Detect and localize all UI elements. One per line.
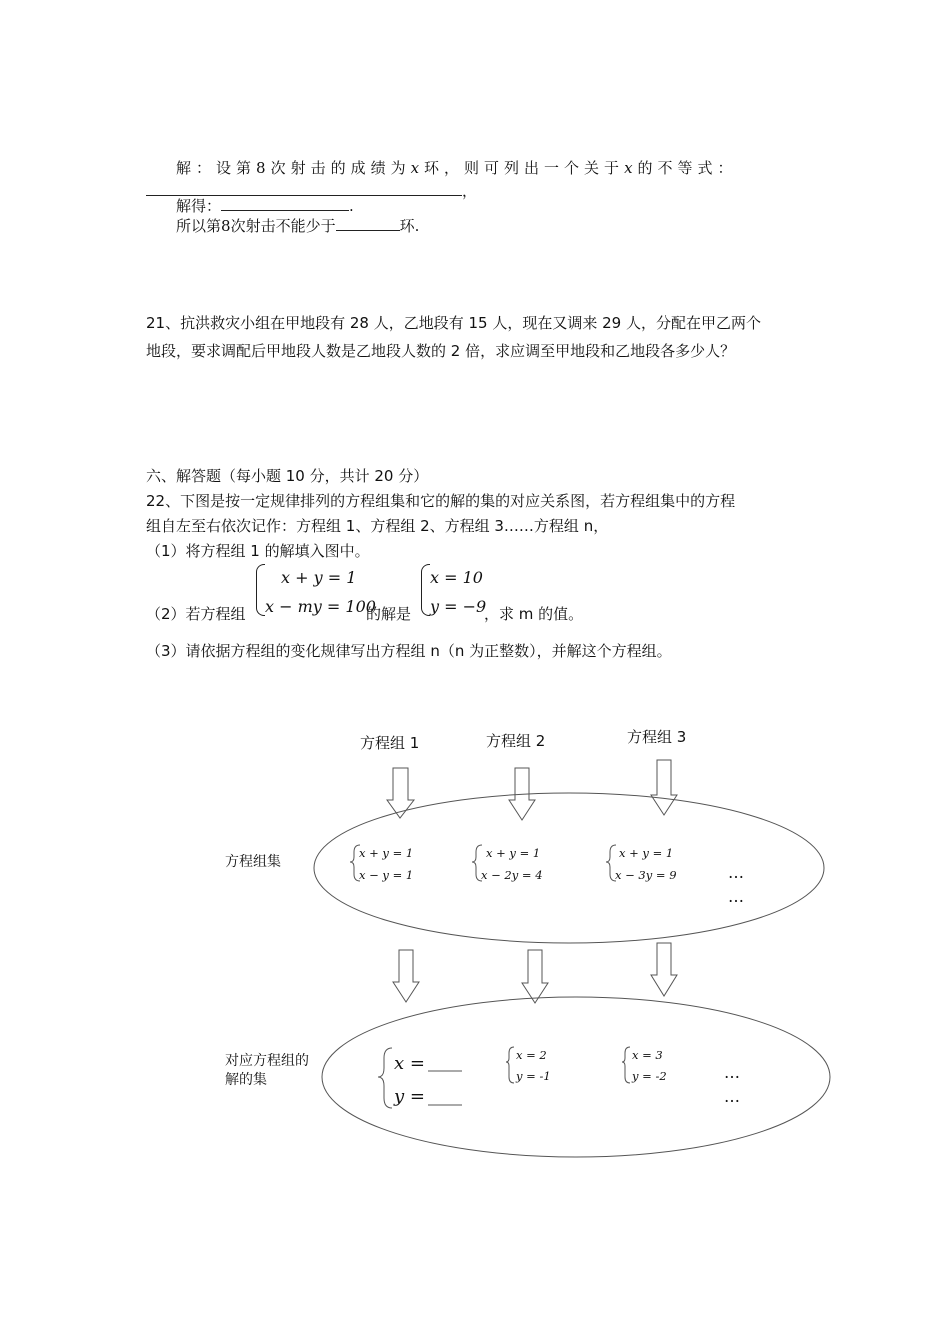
ellipsis-4: … bbox=[724, 1087, 740, 1106]
arrow-down-icon bbox=[393, 950, 419, 1002]
sol1-x: x = bbox=[394, 1053, 425, 1074]
eq-sys3-row1: x + y = 1 bbox=[619, 846, 674, 860]
q22-sub2-label: （2）若方程组 bbox=[146, 605, 246, 623]
set2-label-line1: 对应方程组的 bbox=[225, 1053, 309, 1069]
section-heading: 六、解答题（每小题 10 分，共计 20 分） bbox=[146, 467, 429, 485]
ellipsis-2: … bbox=[728, 887, 744, 906]
eq-sys2-row1: x + y = 1 bbox=[486, 846, 541, 860]
eq-sys1-row2: x − y = 1 bbox=[359, 868, 414, 882]
eq-sys2-row2: x − 2y = 4 bbox=[481, 868, 543, 882]
arrow-down-icon bbox=[651, 943, 677, 996]
q22-line1: 22、下图是按一定规律排列的方程组集和它的解的集的对应关系图，若方程组集中的方程 bbox=[146, 492, 736, 510]
sol3-y: y = -2 bbox=[632, 1069, 667, 1083]
q22-line2: 组自左至右依次记作：方程组 1、方程组 2、方程组 3……方程组 n， bbox=[146, 517, 609, 535]
q20-line3: 解得： . bbox=[176, 197, 354, 215]
q21-line1: 21、抗洪救灾小组在甲地段有 28 人，乙地段有 15 人，现在又调来 29 人，分配在甲乙两个 bbox=[146, 314, 761, 332]
arrow-down-icon bbox=[387, 768, 414, 818]
q22-sub3: （3）请依据方程组的变化规律写出方程组 n（n 为正整数），并解这个方程组。 bbox=[146, 642, 672, 660]
sol1-y: y = bbox=[394, 1086, 425, 1107]
sub2-sys1: x + y = 1 x − my = 100 bbox=[265, 568, 376, 616]
ellipsis-3: … bbox=[724, 1063, 740, 1082]
eq-sys1-row1: x + y = 1 bbox=[359, 846, 414, 860]
q22-sub1: （1）将方程组 1 的解填入图中。 bbox=[146, 542, 370, 560]
q22-sub2-mid: 的解是 bbox=[366, 605, 412, 623]
set1-label: 方程组集 bbox=[225, 854, 281, 870]
solution-set-ellipse bbox=[322, 997, 830, 1157]
sol2-y: y = -1 bbox=[516, 1069, 551, 1083]
q20-line1: 解：设第8次射击的成绩为x环，则可列出一个关于x的不等式： bbox=[176, 159, 738, 177]
eq-sys3-row2: x − 3y = 9 bbox=[615, 868, 677, 882]
col-label-3: 方程组 3 bbox=[627, 728, 687, 746]
sol2-x: x = 2 bbox=[516, 1048, 547, 1062]
brace-icon bbox=[506, 1047, 514, 1083]
q22-sub2-end: ，求 m 的值。 bbox=[484, 605, 584, 623]
brace-icon bbox=[622, 1047, 630, 1083]
set2-label-line2: 解的集 bbox=[225, 1072, 267, 1088]
ellipsis-1: … bbox=[728, 863, 744, 882]
q20-line4: 所以第8次射击不能少于 环. bbox=[176, 217, 420, 235]
sub2-sys2: x = 10 y = −9 bbox=[430, 568, 487, 616]
q21-line2: 地段，要求调配后甲地段人数是乙地段人数的 2 倍，求应调至甲地段和乙地段各多少人？ bbox=[146, 342, 736, 360]
col-label-2: 方程组 2 bbox=[486, 732, 546, 750]
sol3-x: x = 3 bbox=[632, 1048, 663, 1062]
arrow-down-icon bbox=[522, 950, 548, 1003]
brace-icon bbox=[378, 1048, 392, 1108]
arrow-down-icon bbox=[651, 760, 677, 815]
col-label-1: 方程组 1 bbox=[360, 734, 420, 752]
q20-line2: ， bbox=[146, 180, 477, 201]
